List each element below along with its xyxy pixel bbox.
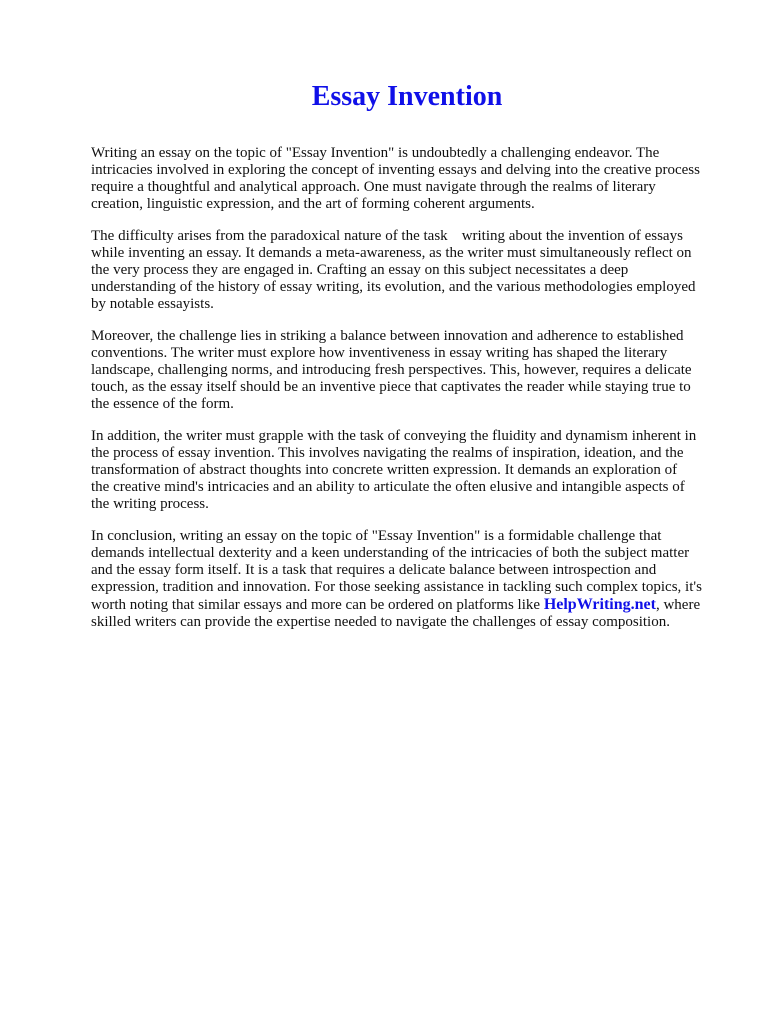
text-segment: worth noting that similar essays and more can be ordered on platforms like [91,597,544,613]
text-line: In addition, the writer must grapple with the task of conveying the fluidity and dynamism inherent in [91,428,697,444]
text-line: Writing an essay on the topic of "Essay Invention" is undoubtedly a challenging endeavor. The [91,145,660,161]
text-line: require a thoughtful and analytical approach. One must navigate through the realms of literary [91,179,656,195]
text-segment: The difficulty arises from the paradoxical nature of the task [91,228,448,244]
text-line: understanding of the history of essay writing, its evolution, and the various methodologies employed [91,279,696,295]
paragraph-3 [91,328,727,413]
text-line: while inventing an essay. It demands a meta-awareness, as the writer must simultaneously reflect on [91,245,692,261]
text-line: Moreover, the challenge lies in striking a balance between innovation and adherence to established [91,328,684,344]
text-line: intricacies involved in exploring the concept of inventing essays and delving into the creative process [91,162,700,178]
paragraph-4 [91,428,727,513]
text-line: the essence of the form. [91,396,234,412]
helpwriting-link[interactable]: HelpWriting.net [543,596,656,613]
text-line: the creative mind's intricacies and an ability to articulate the often elusive and intangible aspects of [91,479,685,495]
text-line: by notable essayists. [91,296,214,312]
text-line [91,596,727,614]
text-segment: writing about the invention of essays [461,228,683,244]
text-line: the very process they are engaged in. Crafting an essay on this subject necessitates a deep [91,262,629,278]
paragraph-2 [91,228,727,313]
paragraph-5 [91,528,727,631]
text-line: creation, linguistic expression, and the art of forming coherent arguments. [91,196,535,212]
text-line: touch, as the essay itself should be an inventive piece that captivates the reader while staying true to [91,379,691,395]
text-line: landscape, challenging norms, and introducing fresh perspectives. This, however, requires a delicate [91,362,692,378]
text-line: transformation of abstract thoughts into concrete written expression. It demands an exploration of [91,462,678,478]
text-line: skilled writers can provide the expertise needed to navigate the challenges of essay composition. [91,614,670,630]
text-line: the writing process. [91,496,209,512]
text-line: In conclusion, writing an essay on the topic of "Essay Invention" is a formidable challenge that [91,528,662,544]
page-title: Essay Invention [311,81,503,112]
paragraph-1 [91,145,727,213]
text-line: the process of essay invention. This involves navigating the realms of inspiration, ideation, and the [91,445,684,461]
essay-body [91,145,727,646]
text-line: conventions. The writer must explore how inventiveness in essay writing has shaped the literary [91,345,668,361]
text-line: expression, tradition and innovation. For those seeking assistance in tackling such complex topics, it's [91,579,702,595]
text-line: demands intellectual dexterity and a keen understanding of the intricacies of both the subject matter [91,545,690,561]
text-line [91,228,727,245]
text-line: and the essay form itself. It is a task that requires a delicate balance between introspection and [91,562,657,578]
text-segment: , where [655,597,701,613]
